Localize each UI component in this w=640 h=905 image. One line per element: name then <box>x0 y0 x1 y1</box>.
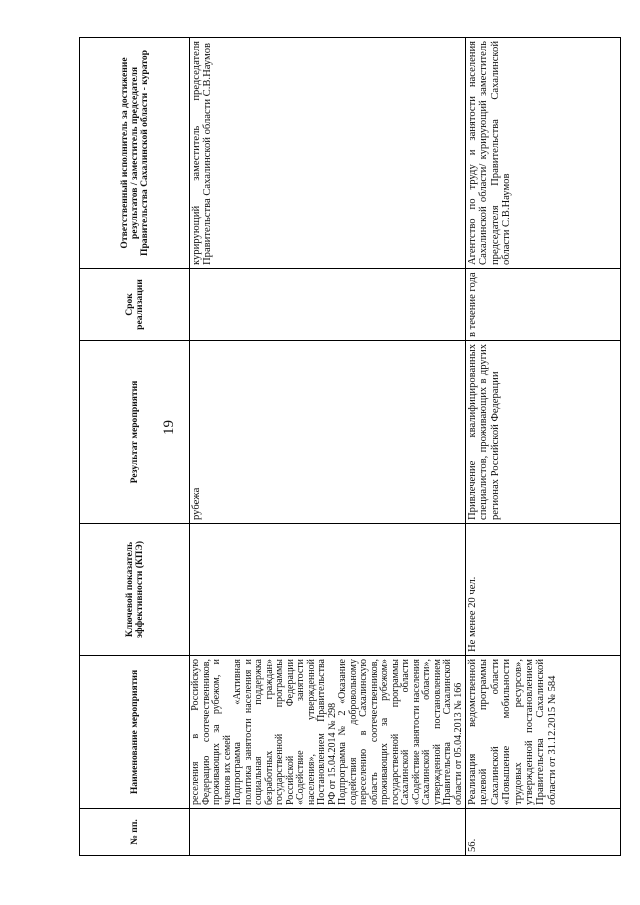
header-responsible: Ответственный исполнитель за достижение результатов / заместитель председателя Правительства Сахалинской области - куратор <box>80 38 190 269</box>
cell-deadline <box>190 269 466 341</box>
table-header-row <box>80 38 190 856</box>
cell-result: Привлечение квалифицированных специалистов, проживающих в других регионах Российской Федерации <box>466 341 621 524</box>
header-num: № пп. <box>80 809 190 856</box>
cell-result: рубежа <box>190 341 466 524</box>
table-row <box>466 38 621 856</box>
header-name: Наименование мероприятия <box>80 656 190 809</box>
header-kpi: Ключевой показатель эффективности (КПЭ) <box>80 524 190 656</box>
cell-responsible: Агентство по труду и занятости населения Сахалинской области/ курирующий заместитель председателя Правительства Сахалинской области С.В.Наумов <box>466 38 621 269</box>
cell-deadline: в течение года <box>466 269 621 341</box>
cell-num: 56. <box>466 809 621 856</box>
document-rotated-container <box>79 38 558 856</box>
cell-kpi <box>190 524 466 656</box>
page-number: 19 <box>161 420 177 435</box>
cell-num <box>190 809 466 856</box>
cell-name: Реализация ведомственной целевой программы Сахалинской области «Повышение мобильности трудовых ресурсов», утвержденной постановлением Правительства Сахалинской области от 31.12.2015 № 584 <box>466 656 621 809</box>
cell-kpi: Не менее 20 чел. <box>466 524 621 656</box>
measures-table <box>79 37 621 856</box>
header-deadline: Срок реализации <box>80 269 190 341</box>
cell-responsible: курирующий заместитель председателя Правительства Сахалинской области С.В.Наумов <box>190 38 466 269</box>
table-row <box>190 38 466 856</box>
cell-name: реселения в Российскую Федерацию соотечественников, проживающих за рубежом, и членов их семей Подпрограмма «Активная политика занятости населения и социальная поддержка безработных граждан» государственной программы Российской Федерации «Содействие занятости населения», утвержденной Постановлением Правительства РФ от 15.04.2014 № 298 Подпрограмма № 2 «Оказание содействия добровольному переселению в Сахалинскую область соотечественников, проживающих за рубежом» государственной программы Сахалинской области «Содействие занятости населения Сахалинской области», утвержденной постановлением Правительства Сахалинской области от 05.04.2013 № 166 <box>190 656 466 809</box>
header-result: Результат мероприятия <box>80 341 190 524</box>
